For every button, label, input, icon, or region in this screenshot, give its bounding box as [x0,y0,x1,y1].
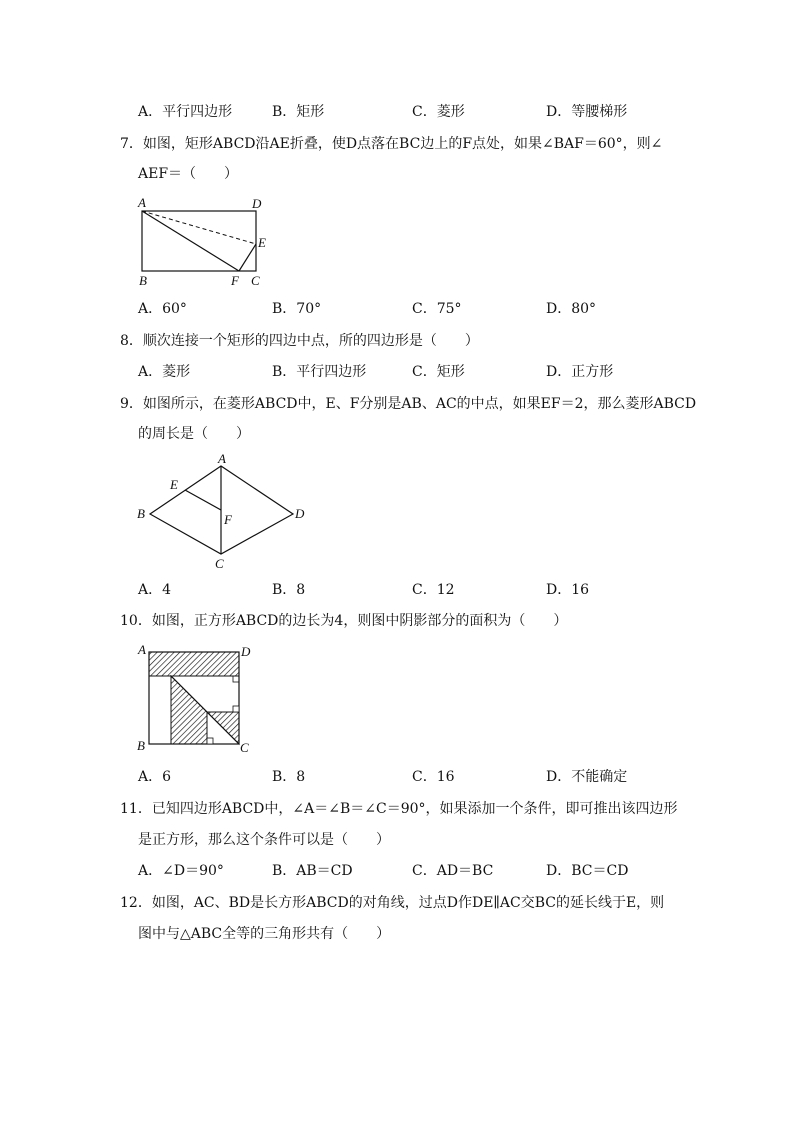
q7-option-a: A．60° [138,301,187,317]
q7-label-e: E [258,235,266,250]
option-b: B．矩形 [272,104,325,120]
q7-option-d: D．80° [546,301,597,317]
q9-option-c: C．12 [412,582,455,598]
q10-label-d: D [241,644,251,659]
q9-label-a: A [218,451,226,466]
option-a: A．平行四边形 [138,104,233,120]
q8-option-a: A．菱形 [138,364,191,380]
q9-option-b: B．8 [272,582,306,598]
q9-label-f: F [224,512,232,527]
q11-option-b: B．AB＝CD [272,863,353,879]
q9-label-d: D [295,506,305,521]
q9-option-a: A．4 [138,582,172,598]
q9-label-c: C [215,556,224,571]
q10-label-a: A [138,642,146,657]
q11-option-c: C．AD＝BC [412,863,494,879]
option-d: D．等腰梯形 [546,104,628,120]
q10-text-line1: 10．如图，正方形ABCD的边长为4，则图中阴影部分的面积为（ ） [120,613,568,629]
q11-text-line2: 是正方形，那么这个条件可以是（ ） [138,832,390,848]
q9-text-line2: 的周长是（ ） [138,426,250,442]
option-c: C．菱形 [412,104,465,120]
q9-option-d: D．16 [546,582,590,598]
q10-option-a: A．6 [138,769,172,785]
q7-label-d: D [252,196,262,211]
q9-figure [135,452,315,572]
q9-label-e: E [170,477,178,492]
q7-label-b: B [139,273,147,288]
q7-option-c: C．75° [412,301,462,317]
q10-label-c: C [240,740,249,755]
q11-option-a: A．∠D＝90° [138,863,224,879]
q7-label-c: C [251,273,260,288]
q10-option-c: C．16 [412,769,455,785]
q10-label-b: B [137,738,145,753]
q7-figure [135,195,275,288]
q7-text-line2: AEF＝（ ） [138,166,239,182]
q10-figure [135,640,265,760]
q7-option-b: B．70° [272,301,322,317]
q11-text-line1: 11．已知四边形ABCD中，∠A＝∠B＝∠C＝90°，如果添加一个条件，即可推出该四边形 [120,801,678,817]
q9-text-line1: 9．如图所示，在菱形ABCD中，E、F分别是AB、AC的中点，如果EF＝2，那么菱形ABCD [120,396,697,412]
q7-label-a: A [138,195,146,210]
q12-text-line2: 图中与△ABC全等的三角形共有（ ） [138,926,391,942]
q11-option-d: D．BC＝CD [546,863,629,879]
q7-text-line1: 7．如图，矩形ABCD沿AE折叠，使D点落在BC边上的F点处，如果∠BAF＝60°，则∠ [120,136,663,152]
q10-option-b: B．8 [272,769,306,785]
q8-option-b: B．平行四边形 [272,364,367,380]
q9-label-b: B [137,506,145,521]
q10-option-d: D．不能确定 [546,769,628,785]
q12-text-line1: 12．如图，AC、BD是长方形ABCD的对角线，过点D作DE∥AC交BC的延长线于E，则 [120,895,665,911]
q8-option-c: C．矩形 [412,364,465,380]
q8-text-line1: 8．顺次连接一个矩形的四边中点，所的四边形是（ ） [120,333,479,349]
q8-option-d: D．正方形 [546,364,614,380]
q7-label-f: F [231,273,239,288]
